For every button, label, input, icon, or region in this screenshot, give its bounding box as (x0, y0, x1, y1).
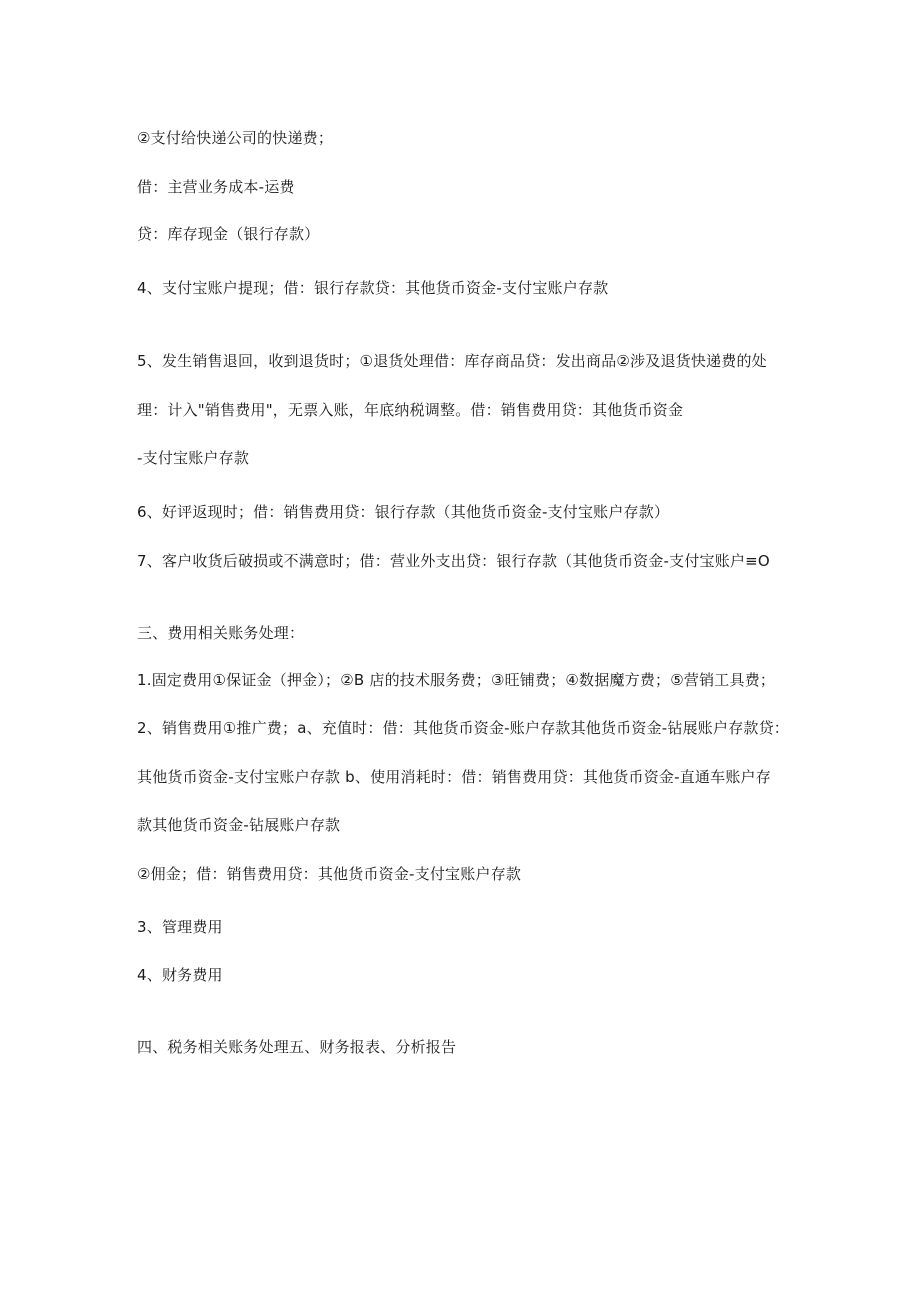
text-line-management-expenses: 3、管理费用 (137, 918, 223, 936)
text-line-customer-damage: 7、客户收货后破损或不满意时；借：营业外支出贷：银行存款（其他货币资金-支付宝账户≡O (137, 552, 770, 570)
text-line-express-fee: ②支付给快递公司的快递费； (137, 129, 334, 147)
text-line-credit-cash: 贷：库存现金（银行存款） (137, 225, 320, 243)
text-line-sales-return-end: -支付宝账户存款 (137, 449, 250, 467)
text-line-sales-expenses-end: 款其他货币资金-钻展账户存款 (137, 816, 341, 834)
text-line-fixed-expenses: 1.固定费用①保证金（押金）；②B 店的技术服务费；③旺铺费；④数据魔方费；⑤营销工具费； (137, 671, 776, 689)
section-heading-expenses: 三、费用相关账务处理： (137, 624, 305, 642)
text-line-good-review-cashback: 6、好评返现时；借：销售费用贷：银行存款（其他货币资金-支付宝账户存款） (137, 503, 670, 521)
text-line-finance-expenses: 4、财务费用 (137, 966, 223, 984)
text-line-sales-expenses: 2、销售费用①推广费；a、充值时：借：其他货币资金-账户存款其他货币资金-钻展账户存款贷： (137, 719, 790, 737)
text-line-commission: ②佣金；借：销售费用贷：其他货币资金-支付宝账户存款 (137, 865, 522, 883)
text-line-sales-expenses-cont: 其他货币资金-支付宝账户存款 b、使用消耗时：借：销售费用贷：其他货币资金-直通车账户存 (137, 768, 771, 786)
text-line-sales-return-cont: 理：计入"销售费用"，无票入账，年底纳税调整。借：销售费用贷：其他货币资金 (137, 401, 684, 419)
text-line-sales-return: 5、发生销售退回，收到退货时；①退货处理借：库存商品贷：发出商品②涉及退货快递费的处 (137, 352, 767, 370)
section-heading-tax-reports: 四、税务相关账务处理五、财务报表、分析报告 (137, 1038, 457, 1056)
text-line-alipay-withdraw: 4、支付宝账户提现；借：银行存款贷：其他货币资金-支付宝账户存款 (137, 279, 609, 297)
text-line-debit-cost: 借：主营业务成本-运费 (137, 178, 295, 196)
